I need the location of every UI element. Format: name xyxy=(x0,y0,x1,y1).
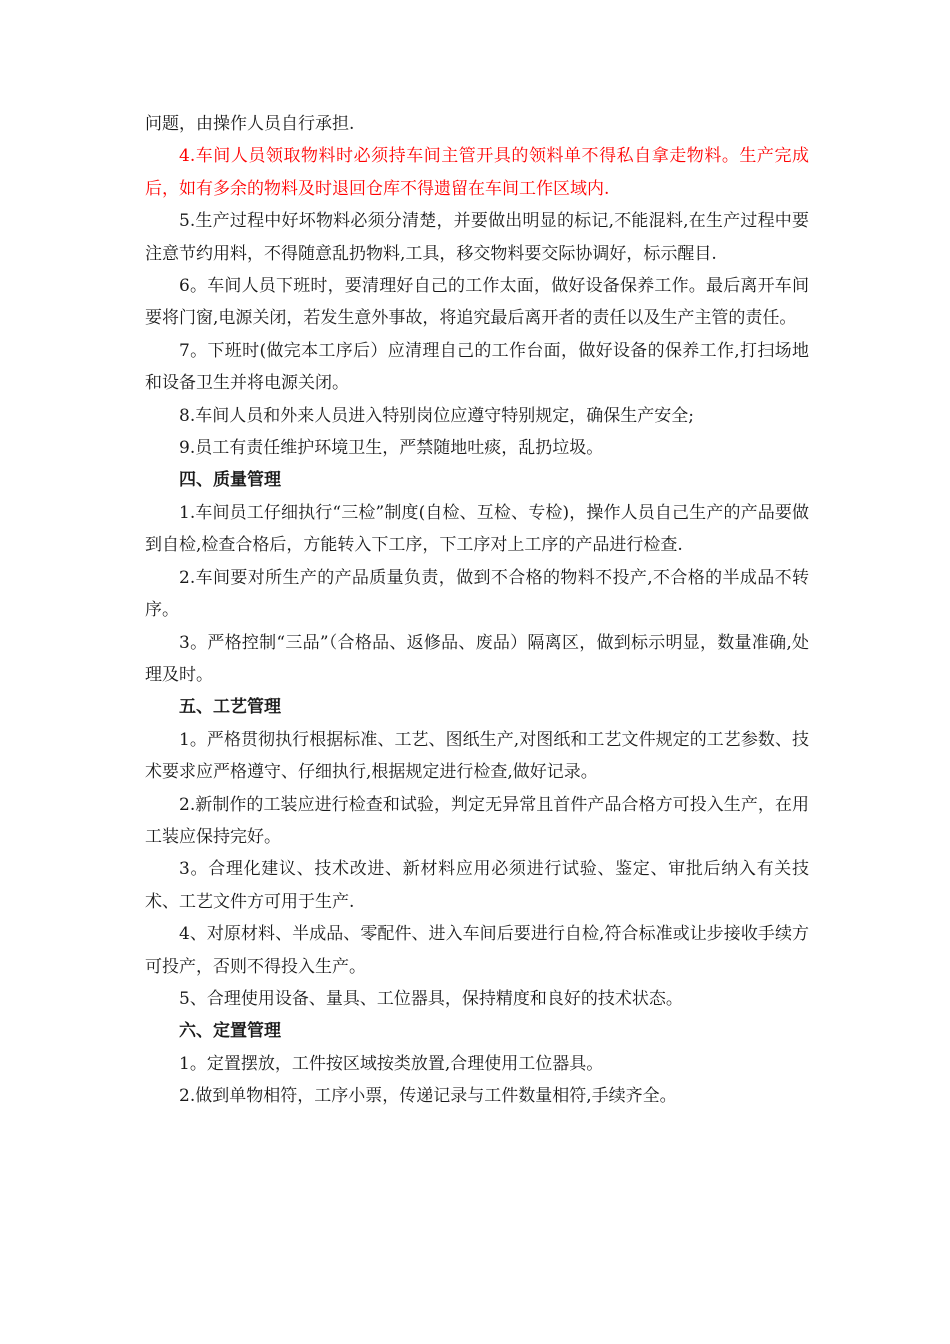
paragraph-rule-8: 8.车间人员和外来人员进入特别岗位应遵守特别规定，确保生产安全; xyxy=(179,405,694,426)
paragraph-process-3: 3。合理化建议、技术改进、新材料应用必须进行试验、鉴定、审批后纳入有关技术、工艺文件方可用于生产. xyxy=(145,859,809,912)
paragraph-process-5: 5、合理使用设备、量具、工位器具，保持精度和良好的技术状态。 xyxy=(179,988,683,1009)
paragraph-rule-4-highlighted: 4.车间人员领取物料时必须持车间主管开具的领料单不得私自拿走物料。生产完成后，如有多余的物料及时退回仓库不得遗留在车间工作区域内. xyxy=(145,146,809,199)
paragraph-rule-5: 5.生产过程中好坏物料必须分清楚，并要做出明显的标记,不能混料,在生产过程中要注意节约用料，不得随意乱扔物料,工具，移交物料要交际协调好，标示醒目. xyxy=(145,211,809,264)
paragraph-process-2: 2.新制作的工装应进行检查和试验，判定无异常且首件产品合格方可投入生产，在用工装应保持完好。 xyxy=(145,794,809,847)
section-heading-placement: 六、定置管理 xyxy=(179,1021,281,1042)
paragraph-quality-3: 3。严格控制“三品”（合格品、返修品、废品）隔离区，做到标示明显，数量准确,处理及时。 xyxy=(145,632,809,685)
paragraph-placement-2: 2.做到单物相符，工序小票，传递记录与工件数量相符,手续齐全。 xyxy=(179,1086,677,1107)
paragraph-rule-6: 6。车间人员下班时，要清理好自己的工作太面，做好设备保养工作。最后离开车间要将门窗,电源关闭，若发生意外事故，将追究最后离开者的责任以及生产主管的责任。 xyxy=(145,276,809,329)
paragraph-process-1: 1。严格贯彻执行根据标准、工艺、图纸生产,对图纸和工艺文件规定的工艺参数、技术要求应严格遵守、仔细执行,根据规定进行检查,做好记录。 xyxy=(145,729,809,783)
paragraph-quality-1: 1.车间员工仔细执行“三检”制度(自检、互检、专检)，操作人员自己生产的产品要做到自检,检查合格后，方能转入下工序，下工序对上工序的产品进行检查. xyxy=(145,502,809,556)
section-heading-quality: 四、质量管理 xyxy=(179,470,281,491)
paragraph-rule-7: 7。下班时(做完本工序后）应清理自己的工作台面，做好设备的保养工作,打扫场地和设备卫生并将电源关闭。 xyxy=(145,340,809,394)
document-page xyxy=(145,108,809,1113)
section-heading-process: 五、工艺管理 xyxy=(179,697,281,718)
paragraph-continuation: 问题，由操作人员自行承担. xyxy=(145,114,355,134)
paragraph-quality-2: 2.车间要对所生产的产品质量负责，做到不合格的物料不投产,不合格的半成品不转序。 xyxy=(145,567,809,621)
paragraph-process-4: 4、对原材料、半成品、零配件、进入车间后要进行自检,符合标准或让步接收手续方可投产，否则不得投入生产。 xyxy=(145,924,809,977)
paragraph-rule-9: 9.员工有责任维护环境卫生，严禁随地吐痰，乱扔垃圾。 xyxy=(179,438,604,459)
paragraph-placement-1: 1。定置摆放，工件按区域按类放置,合理使用工位器具。 xyxy=(179,1053,604,1074)
